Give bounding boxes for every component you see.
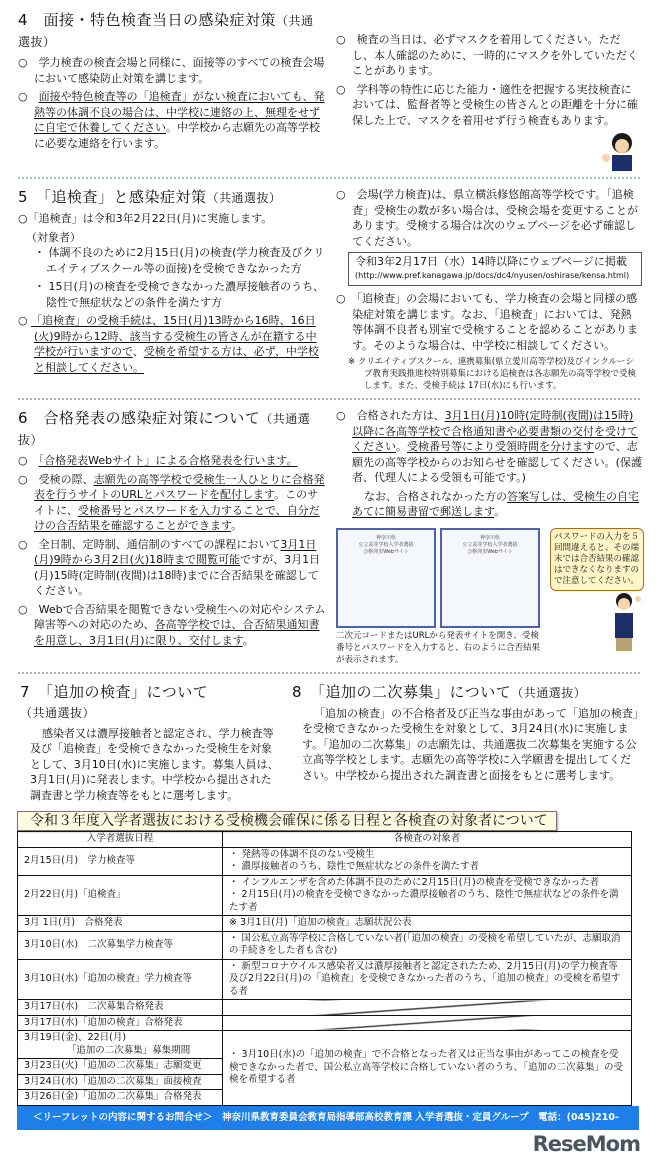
paragraph: ○ 「追検査」の会場においても、学力検査の会場と同様の感染症対策を講じます。なお、「追検査」においては、発熱等体調不良者も別室で受検することを認めることがあります。そのような場合は、中学校に相談してください。 (336, 292, 638, 352)
section-title (292, 682, 642, 703)
paragraph: ○ 会場(学力検査)は、県立横浜修悠館高等学校です。「追検査」受検生の数が多い場合は、受検会場を変更することがあります。受検する場合は次のウェブページを必ず確認してください。 (336, 188, 638, 248)
schedule-target: ※ 3月1日(月)「追加の検査」志願状況公表 (223, 916, 632, 932)
screenshot-title: 神奈川県 公立高等学校入学者選抜 合格発表Webサイト (462, 534, 518, 555)
table-row (18, 959, 632, 1000)
divider (18, 398, 640, 400)
paragraph-list (18, 55, 326, 151)
title-text: 8 「追加の二次募集」について (292, 682, 512, 701)
section-title (20, 682, 282, 723)
password-warning-bubble: パスワードの入力を５回間違えると、その端末では合否結果の確認はできなくなりますので注意してください。 (550, 528, 644, 591)
url-title: 令和3年2月17日（水）14時以降にウェブページに掲載 (355, 255, 627, 268)
paragraph: ○「追検査」は令和3年2月22日(月)に実施します。 (18, 212, 273, 225)
schedule-date: 3月23日(火)「追加の二次募集」志願変更 (18, 1059, 223, 1075)
paragraph: 感染者又は濃厚接触者と認定され、学力検査等及び「追検査」を受検できなかった受検生を対象として、3月10日(水)に実施します。募集人員は、3月1日(月)に発表します。中学校から提出された調査書と学力検査等をもとに選考します。 (30, 726, 279, 802)
paragraph-list (336, 32, 642, 128)
schedule-date: 3月26日(金)「追加の二次募集」合格発表 (18, 1090, 223, 1106)
underlined-text: 受検番号等により受領時間を分けます (407, 440, 594, 453)
section-title (18, 408, 326, 450)
result-screenshot (440, 528, 540, 628)
paragraph (336, 408, 642, 486)
column-header: 入学者選抜日程 (18, 832, 223, 848)
schedule-table (17, 831, 632, 1106)
paragraph (18, 89, 326, 151)
text-segment: ので、志願先の高等学校からのお知らせを確認してください。(保護者、代理人による受領も可能です。) (352, 440, 642, 484)
girl-illustration-icon (600, 131, 642, 171)
text-segment: ○ 合格された方は、 (336, 409, 445, 422)
underlined-text: 面接や特色検査等の「追検査」がない検査においても、発熱等の体調不良の場合は、中学校に連絡の上、無理をせずに自宅で休養してください (34, 90, 325, 134)
bullet-item: ・ 体調不良のために2月15日(月)の検査(学力検査及びクリエイティブスクール等の面接)を受検できなかった方 (34, 246, 325, 275)
schedule-date: 3月24日(水)「追加の二次募集」面接検査 (18, 1074, 223, 1090)
schedule-target: ・ インフルエンザを含めた体調不良のために2月15日(月)の検査を受検できなかった者 ・ 2月15日(月)の検査を受検できなかった濃厚接触者のうち、陰性で無症状などの条件を満たす者 (223, 875, 632, 916)
title-text: 4 面接・特色検査当日の感染症対策 (18, 11, 277, 29)
schedule-date: 3月10日(水) 二次募集学力検査等 (18, 931, 223, 959)
screenshot-group (336, 528, 546, 666)
paragraph (18, 602, 326, 649)
title-tag: （共通選抜） (18, 14, 314, 49)
text-segment: 、 (132, 345, 144, 358)
schedule-date: 3月17日(水)「追加の検査」合格発表 (18, 1015, 223, 1031)
section-6-right (336, 408, 642, 666)
table-row (18, 847, 632, 875)
login-screenshot (336, 528, 436, 628)
text-segment: 。このサイトに、 (34, 488, 319, 517)
section-5-right (336, 187, 642, 392)
section-title (18, 187, 326, 208)
screenshot-title: 神奈川県 公立高等学校入学者選抜 合格発表Webサイト (358, 534, 414, 555)
paragraph (18, 472, 326, 534)
schedule-date: 2月22日(月)「追検査」 (18, 875, 223, 916)
schedule-target (223, 1000, 632, 1016)
text-segment: 。 (231, 519, 243, 532)
paragraph (18, 313, 326, 375)
text-segment: ○ (18, 454, 39, 467)
table-row (18, 1031, 632, 1059)
schedule-date: 2月15日(月) 学力検査等 (18, 847, 223, 875)
underlined-text: 3月1日(月)9時から3月2日(火)18時まで閲覧可能 (34, 537, 317, 566)
schedule-target: ・ 3月10日(水)の「追加の検査」で不合格となった者又は正当な事由があってこの検査を受検できなかった者で、国公私立高等学校に合格していない者のうち、「追加の二次募集」の受検を希望する者 (223, 1031, 632, 1106)
section-7-8 (0, 682, 658, 804)
url-box (348, 252, 642, 286)
table-row (18, 1015, 632, 1031)
section-5-left (18, 187, 326, 392)
table-row (18, 916, 632, 932)
underlined-text: 受検を希望する方は、必ず、中学校と相談してください。 (34, 345, 319, 374)
section-6 (0, 408, 658, 666)
divider (18, 672, 640, 674)
text-segment: ですが、3月1日(月)15時(定時制(夜間)は18時)までに合否結果を確認してください。 (34, 553, 321, 597)
text-segment: ○ (18, 90, 39, 103)
schedule-date: 3月10日(水)「追加の検査」学力検査等 (18, 959, 223, 1000)
schedule-date: 3月19日(金)、22日(月) 「追加の二次募集」募集期間 (18, 1031, 223, 1059)
url-link[interactable]: (http://www.pref.kanagawa.jp/docs/dc4/nyusen/oshirase/kensa.html) (355, 271, 630, 280)
screenshot-area (336, 528, 642, 666)
paragraph (336, 32, 642, 79)
text-segment: ○ Webで合否結果を閲覧できない受検生への対応やシステム障害等への対応のため、 (18, 602, 326, 631)
table-row (18, 875, 632, 916)
paragraph-list (18, 453, 326, 648)
title-text: 5 「追検査」と感染症対策 (18, 188, 207, 206)
title-text: 6 合格発表の感染症対策について (18, 409, 261, 427)
resemom-logo: ReseMom (532, 1131, 640, 1156)
underlined-text: 受検番号とパスワードを入力することで、自分だけの合否結果を確認することができます (34, 503, 320, 532)
section-title (18, 10, 326, 52)
section-5 (0, 187, 658, 392)
text-segment: ○ 検査の当日は、必ずマスクを着用してください。ただし、本人確認のために、一時的にマスクを外していただくことがあります。 (336, 33, 638, 77)
schedule-date: 3月17日(水) 二次募集合格発表 (18, 1000, 223, 1016)
table-row (18, 1000, 632, 1016)
paragraph (18, 55, 326, 86)
text-segment: ○ 学科等の特性に応じた能力・適性を把握する実技検査においては、監督者等と受検生の皆さんとの距離を十分に確保した上で、マスクを着用せず行う検査もあります。 (336, 82, 638, 127)
bullet-item: ・ 15日(月)の検査を受検できなかった濃厚接触者のうち、陰性で無症状などの条件を満たす方 (34, 280, 325, 309)
title-text: 7 「追加の検査」について (20, 682, 209, 701)
text-segment: ○ 全日制、定時制、通信制のすべての課程において (18, 537, 281, 551)
title-tag: （共通選抜） (511, 685, 587, 700)
schedule-date: 3月 1日(月) 合格発表 (18, 916, 223, 932)
section-4-right (336, 10, 642, 171)
underlined-text: 答案写しは、受検生の自宅あてに簡易書留で郵送します (352, 489, 639, 518)
bubble-area (550, 528, 644, 651)
schedule-target (223, 1015, 632, 1031)
text-segment: 。 (242, 633, 254, 647)
text-segment: ○ (18, 314, 32, 327)
title-tag: （共通選抜） (206, 191, 282, 205)
paragraph (336, 489, 642, 520)
underlined-text: 「合格発表Webサイト」による合格発表を行います。 (38, 454, 298, 467)
schedule-target: ・ 発熱等の体調不良のない受検生 ・ 濃厚接触者のうち、陰性で無症状などの条件を満たす者 (223, 847, 632, 875)
section-6-left (18, 408, 326, 666)
section-8 (292, 682, 642, 804)
underlined-text: 「追検査」の受検手続は、15日(月)13時から16時、16日(火)9時から12時、該当する受検生の皆さんが在籍する中学校が行いますので (31, 314, 317, 358)
note: ※ クリエイティブスクール、連携募集(県立愛川高等学校)及びインクルーシブ教育実践推進校特別募集における追検査は各志願先の高等学校で受検します。また、受検手続は 17日(水)にも行います。 (348, 357, 637, 391)
underlined-text: 各高等学校では、合否結果通知書を用意し、3月1日(月)に限り、交付します (34, 618, 320, 647)
underlined-text: 3月1日(月)10時(定時制(夜間)は15時)以降に各高等学校で合格通知書や必要書類の交付を受けてください (352, 409, 638, 453)
section-4 (0, 10, 658, 171)
schedule-target: ・ 新型コロナウイルス感染者又は濃厚接触者と認定されたため、2月15日(月)の学力検査等及び2月22日(月)の「追検査」を受検できなかった者のうち、「追加の検査」の受検を希望する者 (223, 959, 632, 1000)
paragraph (18, 453, 326, 469)
screenshot-caption: 二次元コードまたはURLから発表サイトを開き、受検番号とパスワードを入力すると、右のように合否結果が表示されます。 (336, 630, 541, 665)
contact-footer: ＜リーフレットの内容に関するお問合せ＞ 神奈川県教育委員会教育局指導部高校教育課 入学者選抜・定員グループ 電話：(045)210- (17, 1106, 639, 1130)
text-segment: 。中学校から志願先の高等学校に必要な連絡を行います。 (34, 121, 320, 150)
paragraph (336, 82, 642, 129)
title-tag: （共通選抜） (20, 705, 96, 720)
underlined-text: 志願先の高等学校で受検生一人ひとりに合格発表を行うサイトのURLとパスワードを配付します (34, 472, 325, 501)
divider (18, 177, 640, 179)
text-segment: ○ 受検の際、 (18, 472, 94, 486)
screenshot-pair (336, 528, 546, 628)
column-header: 各検査の対象者 (223, 832, 632, 848)
text-segment: ○ 学力検査の検査会場と同様に、面接等のすべての検査会場において感染防止対策を講じます。 (18, 56, 325, 85)
section-4-left (18, 10, 326, 171)
paragraph (18, 537, 326, 599)
title-tag: （共通選抜） (18, 412, 311, 447)
schedule-target: ・ 国公私立高等学校に合格していない者(「追加の検査」の受検を希望していたが、志願取消の手続きをした者も含む) (223, 931, 632, 959)
boy-illustration-icon (608, 591, 644, 651)
table-title: 令和３年度入学者選抜における受検機会確保に係る日程と各検査の対象者について (17, 811, 557, 831)
target-label: （対象者） (26, 230, 81, 244)
paragraph: 「追加の検査」の不合格者及び正当な事由があって「追加の検査」を受検できなかった受検生を対象として、3月24日(水)に実施します。「追加の二次募集」の志願先は、共通選抜二次募集を実施する公立高等学校とします。志願先の高等学校に入学願書を提出してください。中学校から提出された調査書と面接をもとに選考します。 (302, 706, 639, 782)
section-7 (20, 682, 282, 804)
text-segment: 。 (396, 440, 407, 453)
text-segment: なお、合格されなかった方の (364, 489, 507, 503)
text-segment: 。 (494, 505, 506, 518)
table-row (18, 931, 632, 959)
